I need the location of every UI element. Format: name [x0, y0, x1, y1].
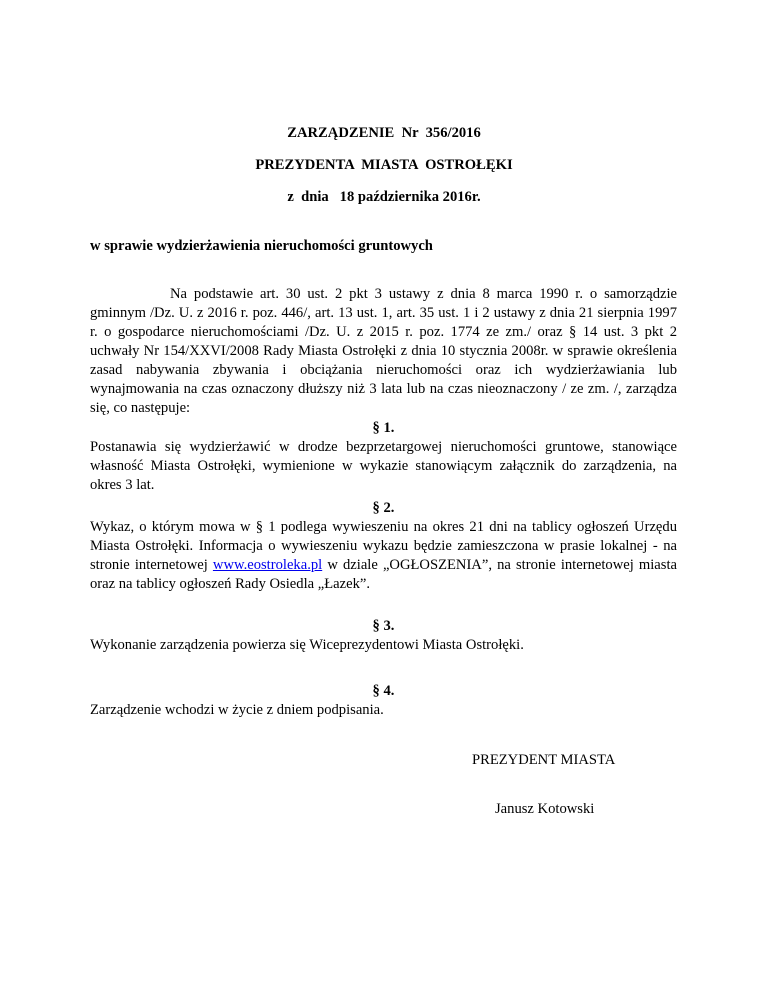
- section-3-mark: § 3.: [372, 618, 395, 634]
- document-date: z dnia 18 października 2016r.: [287, 189, 481, 205]
- legal-basis-paragraph: Na podstawie art. 30 ust. 2 pkt 3 ustawy z dnia 8 marca 1990 r. o samorządzie gminnym /Dz. U. z 2016 r. poz. 446/, art. 13 ust. 1, art. 35 ust. 1 i 2 ustawy z dnia 21 sierpnia 1997 r. o gospodarce nieruchomościami /Dz. U. z 2015 r. poz. 1774 ze zm./ oraz § 14 ust. 3 pkt 2 uchwały Nr 154/XXVI/2008 Rady Miasta Ostrołęki z dnia 10 stycznia 2008r. w sprawie określenia zasad nabywania zbywania i obciążania nieruchomości oraz ich wydzierżawiania lub wynajmowania na czas oznaczony dłuższy niż 3 lata lub na czas nieoznaczony / ze zm. /, zarządza się, co następuje:: [90, 286, 677, 416]
- section-2-text-after: w dziale „OGŁOSZENIA”, na stronie internetowej miasta oraz na tablicy ogłoszeń Rady Osiedla „Łazek”.: [90, 557, 677, 592]
- section-3: [90, 617, 677, 655]
- section-4: [90, 682, 677, 720]
- section-4-text: Zarządzenie wchodzi w życie z dniem podpisania.: [90, 702, 384, 718]
- document-title: ZARZĄDZENIE Nr 356/2016: [287, 125, 481, 141]
- signature-title: PREZYDENT MIASTA: [472, 752, 616, 768]
- website-link[interactable]: www.eostroleka.pl: [212, 557, 323, 573]
- section-1: [90, 419, 677, 495]
- document-subject: w sprawie wydzierżawienia nieruchomości gruntowych: [90, 238, 433, 254]
- section-1-mark: § 1.: [372, 420, 395, 436]
- signature-name: Janusz Kotowski: [495, 801, 595, 817]
- section-3-text: Wykonanie zarządzenia powierza się Wiceprezydentowi Miasta Ostrołęki.: [90, 637, 524, 653]
- section-2: [90, 499, 677, 594]
- issuing-authority: PREZYDENTA MIASTA OSTROŁĘKI: [255, 157, 513, 173]
- section-1-text: Postanawia się wydzierżawić w drodze bezprzetargowej nieruchomości gruntowe, stanowiące własność Miasta Ostrołęki, wymienione w wykazie stanowiącym załącznik do zarządzenia, na okres 3 lat.: [90, 439, 677, 493]
- section-2-text-before: Wykaz, o którym mowa w § 1 podlega wywieszeniu na okres 21 dni na tablicy ogłoszeń Urzędu Miasta Ostrołęki. Informacja o wywieszeniu wykazu będzie zamieszczona w prasie lokalnej - na stronie internetowej: [90, 519, 677, 573]
- section-4-mark: § 4.: [372, 683, 395, 699]
- section-2-mark: § 2.: [372, 500, 395, 516]
